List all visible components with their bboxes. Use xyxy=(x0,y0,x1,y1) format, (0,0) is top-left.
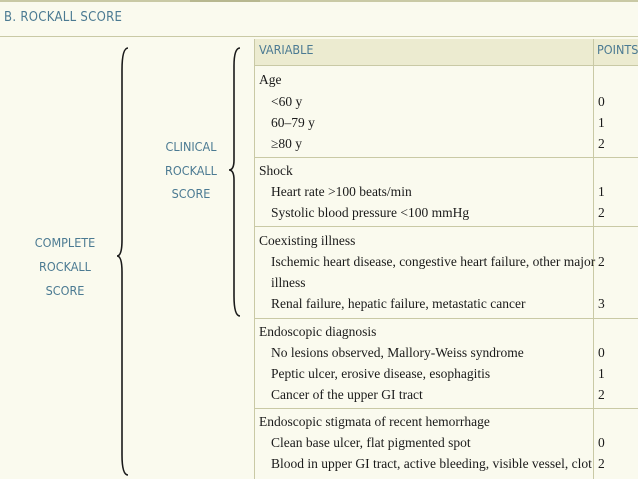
table-row-points: 0 xyxy=(598,435,605,450)
table-row-points: 1 xyxy=(598,366,605,381)
table-row-label: Blood in upper GI tract, active bleeding, visible vessel, clot xyxy=(271,456,592,471)
table-row-label: <60 y xyxy=(271,94,303,109)
table-row-label: Systolic blood pressure <100 mmHg xyxy=(271,205,470,220)
variable-column-header: VARIABLE xyxy=(259,42,314,57)
table-row-label: 60–79 y xyxy=(271,115,315,130)
group-title-endoscopic-diagnosis: Endoscopic diagnosis xyxy=(259,324,377,339)
group-title-coexisting-illness: Coexisting illness xyxy=(259,233,356,248)
table-row-label-continued: illness xyxy=(271,275,306,290)
header-divider xyxy=(254,65,638,66)
complete-rockall-score-label xyxy=(0,231,130,303)
table-row-label: Peptic ulcer, erosive disease, esophagitis xyxy=(271,366,491,381)
left-label-line-3: SCORE xyxy=(45,283,85,298)
group-divider xyxy=(254,318,638,319)
section-title: B. ROCKALL SCORE xyxy=(4,10,123,25)
mid-label-line-3: SCORE xyxy=(171,186,211,201)
table-row-points: 1 xyxy=(598,184,605,199)
table-row-points: 1 xyxy=(598,115,605,130)
group-title-age: Age xyxy=(259,72,282,87)
table-row-label: Renal failure, hepatic failure, metastatic cancer xyxy=(271,296,526,311)
table-row-label: Clean base ulcer, flat pigmented spot xyxy=(271,435,471,450)
table-row-points: 2 xyxy=(598,136,605,151)
table-row-label: Cancer of the upper GI tract xyxy=(271,387,423,402)
group-title-shock: Shock xyxy=(259,163,293,178)
table-row-points: 0 xyxy=(598,345,605,360)
table-row-label: ≥80 y xyxy=(271,136,303,151)
table-row-points: 2 xyxy=(598,254,605,269)
left-label-line-1: COMPLETE xyxy=(34,235,96,250)
group-divider xyxy=(254,226,638,227)
table-row-label: Heart rate >100 beats/min xyxy=(271,184,412,199)
mid-label-line-1: CLINICAL xyxy=(165,139,217,154)
table-row-label: Ischemic heart disease, congestive heart failure, other major xyxy=(271,254,596,269)
group-title-endoscopic-stigmata: Endoscopic stigmata of recent hemorrhage xyxy=(259,414,490,429)
table-row-points: 2 xyxy=(598,205,605,220)
points-column-header: POINTS xyxy=(597,42,638,57)
clinical-rockall-score-label xyxy=(136,135,246,206)
table-row-points: 3 xyxy=(598,296,605,311)
mid-label-line-2: ROCKALL xyxy=(165,162,217,178)
left-label-line-2: ROCKALL xyxy=(39,259,91,274)
table-row-label: No lesions observed, Mallory-Weiss syndrome xyxy=(271,345,524,360)
table-left-border xyxy=(254,39,255,479)
table-row-points: 0 xyxy=(598,94,605,109)
group-divider xyxy=(254,408,638,409)
group-divider xyxy=(254,157,638,158)
table-row-points: 2 xyxy=(598,387,605,402)
table-row-points: 2 xyxy=(598,456,605,471)
